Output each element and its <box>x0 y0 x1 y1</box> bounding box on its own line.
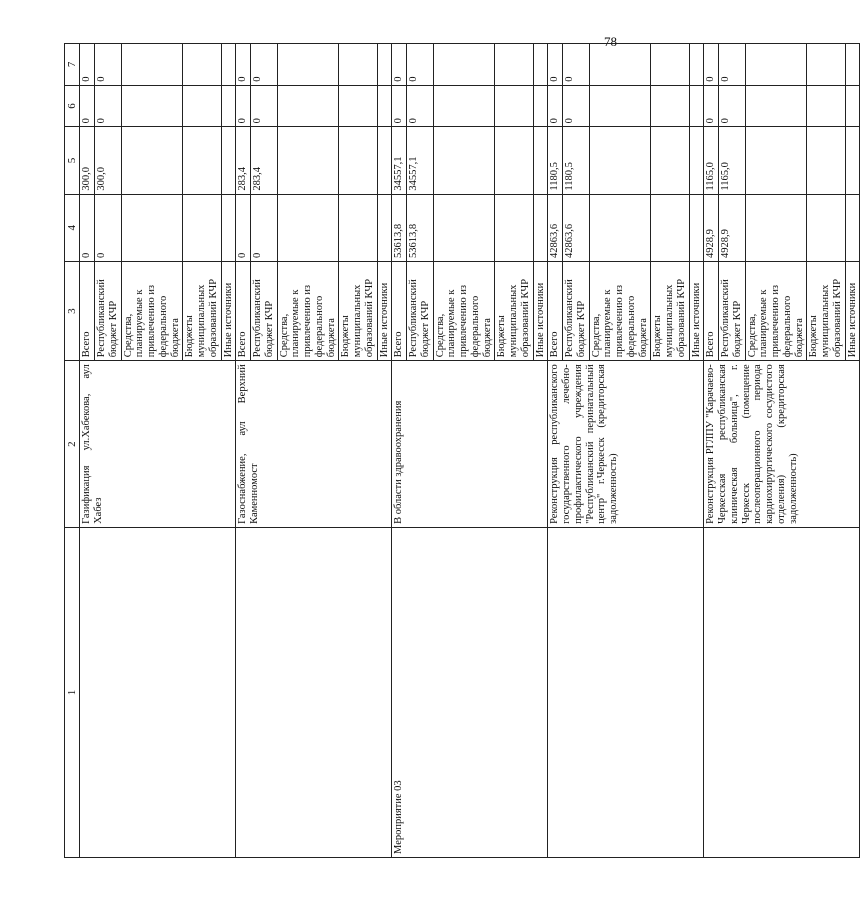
value-col6-cell <box>745 85 807 127</box>
value-col4-cell <box>121 194 183 261</box>
value-col7-cell: 0 <box>704 44 719 86</box>
header-cell: 7 <box>65 44 80 86</box>
funding-source-cell: Бюджеты муниципальных образований КЧР <box>807 261 845 360</box>
value-col5-cell <box>845 127 860 194</box>
measure-cell <box>548 527 704 857</box>
value-col7-cell: 0 <box>236 44 251 86</box>
value-col7-cell: 0 <box>251 44 278 86</box>
value-col4-cell: 0 <box>251 194 278 261</box>
measure-cell <box>236 527 392 857</box>
value-col6-cell: 0 <box>236 85 251 127</box>
value-col5-cell <box>745 127 807 194</box>
header-cell: 4 <box>65 194 80 261</box>
value-col6-cell: 0 <box>563 85 590 127</box>
header-cell: 2 <box>65 361 80 528</box>
header-cell: 6 <box>65 85 80 127</box>
object-name-cell: Газификация ул.Хабекова, аул Хабез <box>80 361 236 528</box>
value-col7-cell <box>221 44 236 86</box>
value-col5-cell <box>589 127 651 194</box>
value-col6-cell: 0 <box>719 85 746 127</box>
value-col5-cell <box>689 127 704 194</box>
value-col6-cell <box>495 85 533 127</box>
value-col5-cell: 34557,1 <box>407 127 434 194</box>
value-col7-cell: 0 <box>80 44 95 86</box>
value-col5-cell <box>533 127 548 194</box>
value-col5-cell: 1165,0 <box>719 127 746 194</box>
funding-source-cell: Иные источники <box>221 261 236 360</box>
value-col4-cell <box>183 194 221 261</box>
table-body <box>65 44 860 858</box>
value-col7-cell <box>807 44 845 86</box>
value-col6-cell <box>433 85 495 127</box>
funding-source-cell: Средства, планируемые к привлечению из федерального бюджета <box>121 261 183 360</box>
funding-source-cell: Средства, планируемые к привлечению из федерального бюджета <box>745 261 807 360</box>
funding-source-cell: Республиканский бюджет КЧР <box>563 261 590 360</box>
value-col7-cell <box>339 44 377 86</box>
value-col5-cell: 34557,1 <box>392 127 407 194</box>
value-col6-cell <box>183 85 221 127</box>
value-col6-cell <box>845 85 860 127</box>
value-col7-cell: 0 <box>548 44 563 86</box>
value-col6-cell <box>689 85 704 127</box>
value-col6-cell: 0 <box>95 85 122 127</box>
value-col5-cell: 300,0 <box>80 127 95 194</box>
value-col6-cell <box>121 85 183 127</box>
funding-source-cell: Республиканский бюджет КЧР <box>95 261 122 360</box>
value-col6-cell <box>277 85 339 127</box>
value-col6-cell <box>339 85 377 127</box>
table-row <box>236 44 251 858</box>
value-col6-cell: 0 <box>704 85 719 127</box>
value-col6-cell <box>533 85 548 127</box>
value-col7-cell <box>651 44 689 86</box>
value-col7-cell <box>745 44 807 86</box>
value-col4-cell: 4928,9 <box>704 194 719 261</box>
funding-source-cell: Средства, планируемые к привлечению из федерального бюджета <box>277 261 339 360</box>
value-col6-cell: 0 <box>392 85 407 127</box>
value-col7-cell: 0 <box>563 44 590 86</box>
measure-cell <box>80 527 236 857</box>
value-col5-cell: 283,4 <box>251 127 278 194</box>
value-col4-cell: 4928,9 <box>719 194 746 261</box>
value-col4-cell <box>221 194 236 261</box>
header-cell: 3 <box>65 261 80 360</box>
funding-source-cell: Всего <box>236 261 251 360</box>
value-col5-cell <box>221 127 236 194</box>
object-name-cell: Реконструкция республиканского государственного лечебно-профилактического учреждения "Республиканский перинатальный центр" г.Черкесск (кредиторская задолженность) <box>548 361 704 528</box>
value-col5-cell: 1180,5 <box>548 127 563 194</box>
funding-source-cell: Всего <box>80 261 95 360</box>
value-col4-cell <box>433 194 495 261</box>
value-col7-cell <box>495 44 533 86</box>
header-row <box>65 44 80 858</box>
value-col4-cell: 42863,6 <box>563 194 590 261</box>
funding-source-cell: Иные источники <box>377 261 392 360</box>
value-col6-cell <box>807 85 845 127</box>
funding-source-cell: Средства, планируемые к привлечению из федерального бюджета <box>589 261 651 360</box>
value-col7-cell <box>845 44 860 86</box>
value-col6-cell: 0 <box>548 85 563 127</box>
value-col7-cell <box>433 44 495 86</box>
table-row <box>704 44 719 858</box>
funding-source-cell: Бюджеты муниципальных образований КЧР <box>651 261 689 360</box>
funding-source-cell: Иные источники <box>689 261 704 360</box>
value-col4-cell <box>689 194 704 261</box>
value-col5-cell <box>495 127 533 194</box>
value-col7-cell <box>377 44 392 86</box>
value-col5-cell <box>277 127 339 194</box>
value-col6-cell <box>221 85 236 127</box>
value-col4-cell: 42863,6 <box>548 194 563 261</box>
value-col7-cell <box>121 44 183 86</box>
measure-cell: Мероприятие 03 <box>392 527 548 857</box>
value-col7-cell <box>533 44 548 86</box>
page-number: 78 <box>604 34 617 49</box>
value-col5-cell <box>377 127 392 194</box>
funding-source-cell: Всего <box>548 261 563 360</box>
value-col7-cell <box>183 44 221 86</box>
value-col7-cell <box>589 44 651 86</box>
header-cell: 1 <box>65 527 80 857</box>
value-col5-cell: 1180,5 <box>563 127 590 194</box>
object-name-cell: В области здравоохранения <box>392 361 548 528</box>
value-col5-cell <box>651 127 689 194</box>
funding-source-cell: Средства, планируемые к привлечению из федерального бюджета <box>433 261 495 360</box>
measure-cell <box>704 527 860 857</box>
object-name-cell: Газоснабжение, аул Верхний Каменномост <box>236 361 392 528</box>
value-col4-cell <box>651 194 689 261</box>
value-col5-cell <box>339 127 377 194</box>
funding-source-cell: Республиканский бюджет КЧР <box>251 261 278 360</box>
table-row <box>80 44 95 858</box>
value-col7-cell <box>689 44 704 86</box>
header-cell: 5 <box>65 127 80 194</box>
value-col6-cell <box>589 85 651 127</box>
value-col5-cell <box>183 127 221 194</box>
funding-table <box>64 43 860 858</box>
value-col7-cell: 0 <box>392 44 407 86</box>
value-col4-cell: 53613,8 <box>392 194 407 261</box>
value-col5-cell <box>121 127 183 194</box>
object-name-cell: Реконструкция РГЛПУ "Карачаево-Черкесская республиканская клиническая больница", г. Черкесск (помещение послеоперационного периода кардиохирургического сосудистого отделения) (кредиторская задолженность) <box>704 361 860 528</box>
value-col6-cell <box>651 85 689 127</box>
value-col4-cell <box>745 194 807 261</box>
value-col6-cell: 0 <box>407 85 434 127</box>
value-col4-cell: 0 <box>95 194 122 261</box>
funding-source-cell: Республиканский бюджет КЧР <box>719 261 746 360</box>
value-col4-cell <box>845 194 860 261</box>
value-col4-cell <box>495 194 533 261</box>
value-col4-cell <box>589 194 651 261</box>
value-col7-cell: 0 <box>407 44 434 86</box>
value-col5-cell <box>433 127 495 194</box>
rotated-page <box>64 43 858 858</box>
value-col4-cell: 0 <box>236 194 251 261</box>
value-col4-cell <box>339 194 377 261</box>
value-col4-cell <box>377 194 392 261</box>
value-col4-cell <box>533 194 548 261</box>
value-col7-cell <box>277 44 339 86</box>
funding-source-cell: Иные источники <box>845 261 860 360</box>
table-row <box>548 44 563 858</box>
value-col6-cell: 0 <box>251 85 278 127</box>
value-col4-cell <box>807 194 845 261</box>
funding-source-cell: Республиканский бюджет КЧР <box>407 261 434 360</box>
funding-source-cell: Бюджеты муниципальных образований КЧР <box>339 261 377 360</box>
value-col7-cell: 0 <box>719 44 746 86</box>
value-col4-cell <box>277 194 339 261</box>
value-col6-cell <box>377 85 392 127</box>
value-col5-cell: 1165,0 <box>704 127 719 194</box>
value-col5-cell: 283,4 <box>236 127 251 194</box>
funding-source-cell: Бюджеты муниципальных образований КЧР <box>183 261 221 360</box>
funding-source-cell: Всего <box>392 261 407 360</box>
value-col5-cell: 300,0 <box>95 127 122 194</box>
funding-source-cell: Бюджеты муниципальных образований КЧР <box>495 261 533 360</box>
funding-source-cell: Всего <box>704 261 719 360</box>
value-col4-cell: 53613,8 <box>407 194 434 261</box>
value-col7-cell: 0 <box>95 44 122 86</box>
value-col5-cell <box>807 127 845 194</box>
table-row <box>392 44 407 858</box>
funding-source-cell: Иные источники <box>533 261 548 360</box>
value-col4-cell: 0 <box>80 194 95 261</box>
value-col6-cell: 0 <box>80 85 95 127</box>
